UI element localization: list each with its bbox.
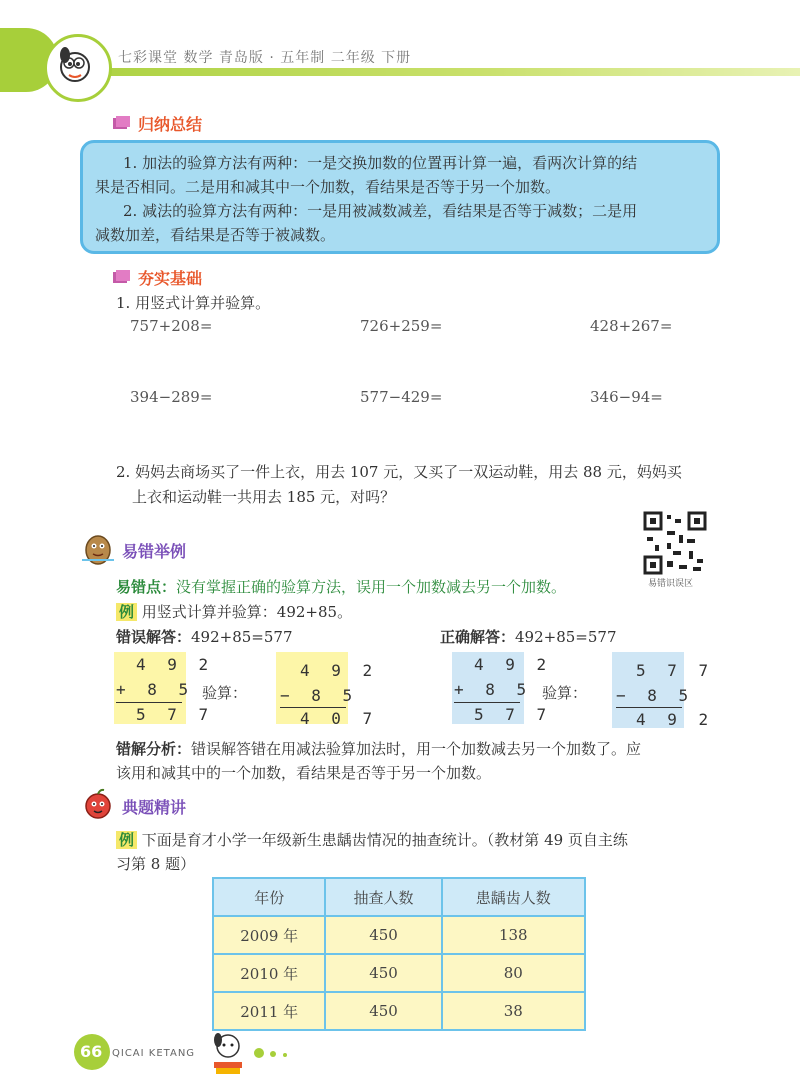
expr-5: 577−429= [360,388,443,406]
table-header: 年份 [213,878,325,916]
example-badge: 例 [116,603,137,621]
typical-example-badge: 例 [116,831,137,849]
footer-dot [270,1051,276,1057]
right-check-c1: 5 7 7 [636,661,715,680]
right-add-sum: 5 7 7 [474,705,553,724]
question-1: 1. 用竖式计算并验算。 [116,294,271,312]
right-check-label: 验算： [542,684,588,702]
footer-dot [254,1048,264,1058]
error-example [116,601,352,622]
mascot-icon [44,34,112,102]
question-2-line1: 2. 妈妈去商场买了一件上衣，用去 107 元，又买了一双运动鞋，用去 88 元，妈妈买 [116,463,682,481]
error-point [116,576,566,597]
table-header: 患龋齿人数 [442,878,585,916]
wrong-check-rule [280,707,346,708]
expr-1: 757+208= [130,317,213,335]
right-label: 正确解答： [440,628,516,646]
potato-mascot-icon [80,530,116,566]
section-heading-errors: 易错举例 [122,542,187,561]
summary-box [80,140,720,254]
wrong-answer-heading [116,626,293,647]
wrong-add-rule [116,702,182,703]
footer-brand: QICAI KETANG [112,1048,196,1059]
section-heading-typical: 典题精讲 [122,798,187,817]
right-add-rule [454,702,520,703]
right-check-c2: − 8 5 [616,686,695,705]
table-header: 抽查人数 [325,878,441,916]
header-title: 七彩课堂 数学 青岛版 · 五年制 二年级 下册 [118,50,412,66]
wrong-add-sum: 5 7 7 [136,705,215,724]
summary-p1-line2: 果是否相同。二是用和减其中一个加数，看结果是否等于另一个加数。 [95,178,561,196]
table-cell: 2009 年 [213,916,325,954]
table-row [213,916,585,954]
analysis-text-1: 错误解答错在用减法验算加法时，用一个加数减去另一个加数了。应 [191,740,642,758]
wrong-check-c3: 4 0 7 [300,709,379,728]
table-cell: 450 [325,954,441,992]
right-add-a: 4 9 2 [474,655,553,674]
right-check-c3: 4 9 2 [636,710,715,729]
right-add-b: + 8 5 [454,680,533,699]
expr-6: 346−94= [590,388,663,406]
table-cell: 38 [442,992,585,1030]
summary-p2-line1: 2. 减法的验算方法有两种：一是用被减数减差，看结果是否等于减数；二是用 [123,202,638,220]
wrong-check-c1: 4 9 2 [300,661,379,680]
book-icon [112,269,132,285]
table-cell: 138 [442,916,585,954]
typical-text-1: 下面是育才小学一年级新生患龋齿情况的抽查统计。（教材第 49 页自主练 [141,831,628,849]
table-cell: 450 [325,916,441,954]
table-cell: 2011 年 [213,992,325,1030]
header-bar [0,68,800,76]
expr-4: 394−289= [130,388,213,406]
wrong-eq: 492+85=577 [191,628,293,646]
qr-code-icon[interactable] [640,508,710,578]
apple-mascot-icon [80,786,116,822]
wrong-label: 错误解答： [116,628,192,646]
analysis-label: 错解分析： [116,740,192,758]
wrong-add-a: 4 9 2 [136,655,215,674]
error-point-label: 易错点： [116,578,177,596]
right-answer-heading [440,626,617,647]
wrong-add-b: + 8 5 [116,680,195,699]
qr-caption: 易错识误区 [648,579,694,589]
expr-2: 726+259= [360,317,443,335]
wrong-check-c2: − 8 5 [280,686,359,705]
table-row [213,992,585,1030]
stat-table [212,877,586,1031]
footer-dot [283,1053,287,1057]
question-2-line2: 上衣和运动鞋一共用去 185 元，对吗？ [132,488,396,506]
wrong-check-label: 验算： [202,684,248,702]
error-point-text: 没有掌握正确的验算方法，误用一个加数减去另一个加数。 [176,578,567,596]
table-header-row [213,878,585,916]
typical-line2: 习第 8 题） [116,855,196,873]
analysis-line2: 该用和减其中的一个加数，看结果是否等于另一个加数。 [116,764,492,782]
summary-p1-line1: 1. 加法的验算方法有两种：一是交换加数的位置再计算一遍，看两次计算的结 [123,154,638,172]
table-cell: 80 [442,954,585,992]
example-text: 用竖式计算并验算：492+85。 [141,603,353,621]
table-cell: 450 [325,992,441,1030]
section-heading-summary: 归纳总结 [138,115,203,134]
book-icon [112,115,132,131]
analysis-line1 [116,738,641,759]
table-row [213,954,585,992]
expr-3: 428+267= [590,317,673,335]
dog-mascot-icon [206,1030,250,1078]
right-check-rule [616,707,682,708]
typical-line1 [116,829,628,850]
table-cell: 2010 年 [213,954,325,992]
right-eq: 492+85=577 [515,628,617,646]
summary-p2-line2: 减数加差，看结果是否等于被减数。 [95,226,336,244]
section-heading-basics: 夯实基础 [138,269,203,288]
page-number: 66 [80,1042,103,1061]
